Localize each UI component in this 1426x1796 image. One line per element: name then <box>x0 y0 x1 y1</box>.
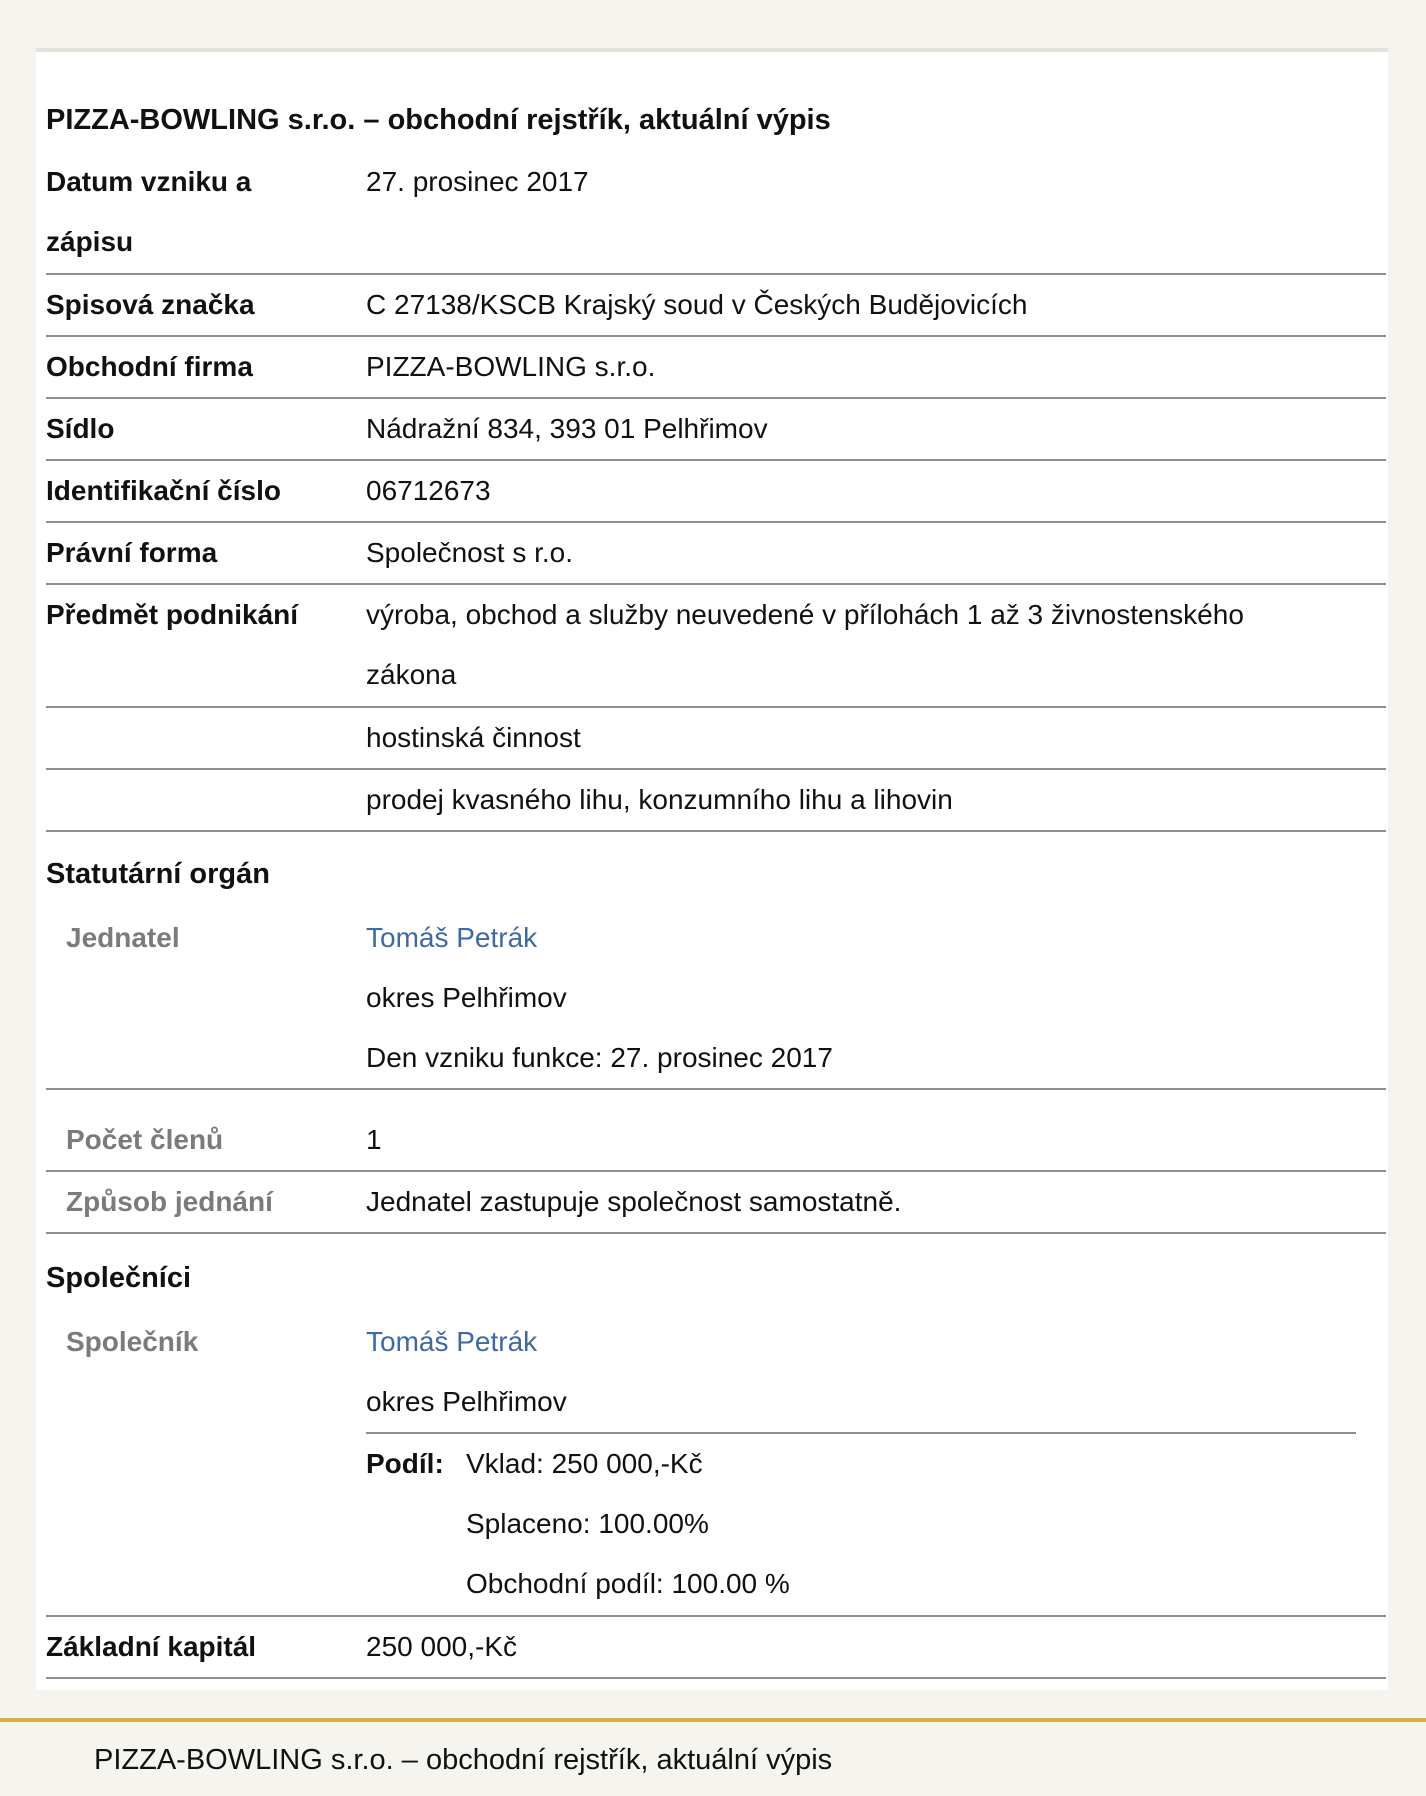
person-link[interactable]: Tomáš Petrák <box>366 1326 538 1357</box>
row-value: Jednatel zastupuje společnost samostatně. <box>366 1186 902 1217</box>
share-obchodni-podil: Obchodní podíl: 100.00 % <box>466 1568 790 1599</box>
row-value: Společnost s r.o. <box>366 537 574 568</box>
person-district: okres Pelhřimov <box>366 982 567 1013</box>
row-value: 27. prosinec 2017 <box>366 166 589 197</box>
row-value: 1 <box>366 1124 382 1155</box>
divider <box>46 1677 1386 1679</box>
row-value <box>366 908 1376 1088</box>
predmet-item: hostinská činnost <box>366 722 581 753</box>
row-value: 250 000,-Kč <box>366 1631 517 1662</box>
divider <box>46 1232 1386 1234</box>
share-values <box>466 1434 790 1614</box>
row-label: Sídlo <box>46 413 115 444</box>
person-link[interactable]: Tomáš Petrák <box>366 922 538 953</box>
row-predmet-podnikani <box>46 585 1386 705</box>
row-datum-vzniku <box>46 152 1386 272</box>
page-title: PIZZA-BOWLING s.r.o. – obchodní rejstřík, aktuální výpis <box>46 104 831 136</box>
row-label: Společník <box>66 1326 199 1357</box>
row-label: Obchodní firma <box>46 351 253 382</box>
share-vklad: Vklad: 250 000,-Kč <box>466 1448 703 1479</box>
row-label: Datum vzniku a zápisu <box>46 166 252 257</box>
row-label: Základní kapitál <box>46 1631 257 1662</box>
predmet-item: prodej kvasného lihu, konzumního lihu a lihovin <box>366 784 953 815</box>
row-value: PIZZA-BOWLING s.r.o. <box>366 351 656 382</box>
row-label: Spisová značka <box>46 289 255 320</box>
row-value <box>366 585 1376 705</box>
person-district: okres Pelhřimov <box>366 1386 567 1417</box>
row-label: Předmět podnikání <box>46 599 299 630</box>
row-label: Počet členů <box>66 1124 224 1155</box>
section-heading-spolecnici: Společníci <box>46 1262 192 1294</box>
divider <box>46 1088 1386 1090</box>
function-since: Den vzniku funkce: 27. prosinec 2017 <box>366 1042 833 1073</box>
share-label: Podíl: <box>366 1448 444 1479</box>
row-value: Nádražní 834, 393 01 Pelhřimov <box>366 413 768 444</box>
row-value: 06712673 <box>366 475 491 506</box>
divider <box>46 830 1386 832</box>
row-value: C 27138/KSCB Krajský soud v Českých Budějovicích <box>366 289 1028 320</box>
row-spolecnik <box>46 1312 1386 1432</box>
footer-title: PIZZA-BOWLING s.r.o. – obchodní rejstřík, aktuální výpis <box>94 1744 833 1776</box>
predmet-item: výroba, obchod a služby neuvedené v přílohách 1 až 3 živnostenského <box>366 599 1244 630</box>
share-splaceno: Splaceno: 100.00% <box>466 1508 709 1539</box>
row-label: Způsob jednání <box>66 1186 273 1217</box>
row-label: Právní forma <box>46 537 218 568</box>
row-jednatel <box>46 908 1386 1088</box>
row-value <box>366 1312 1376 1432</box>
row-label: Jednatel <box>66 922 180 953</box>
section-heading-statutarni-organ: Statutární orgán <box>46 858 270 890</box>
share-block <box>366 1434 1356 1614</box>
predmet-item-continued: zákona <box>366 659 457 690</box>
row-label: Identifikační číslo <box>46 475 281 506</box>
